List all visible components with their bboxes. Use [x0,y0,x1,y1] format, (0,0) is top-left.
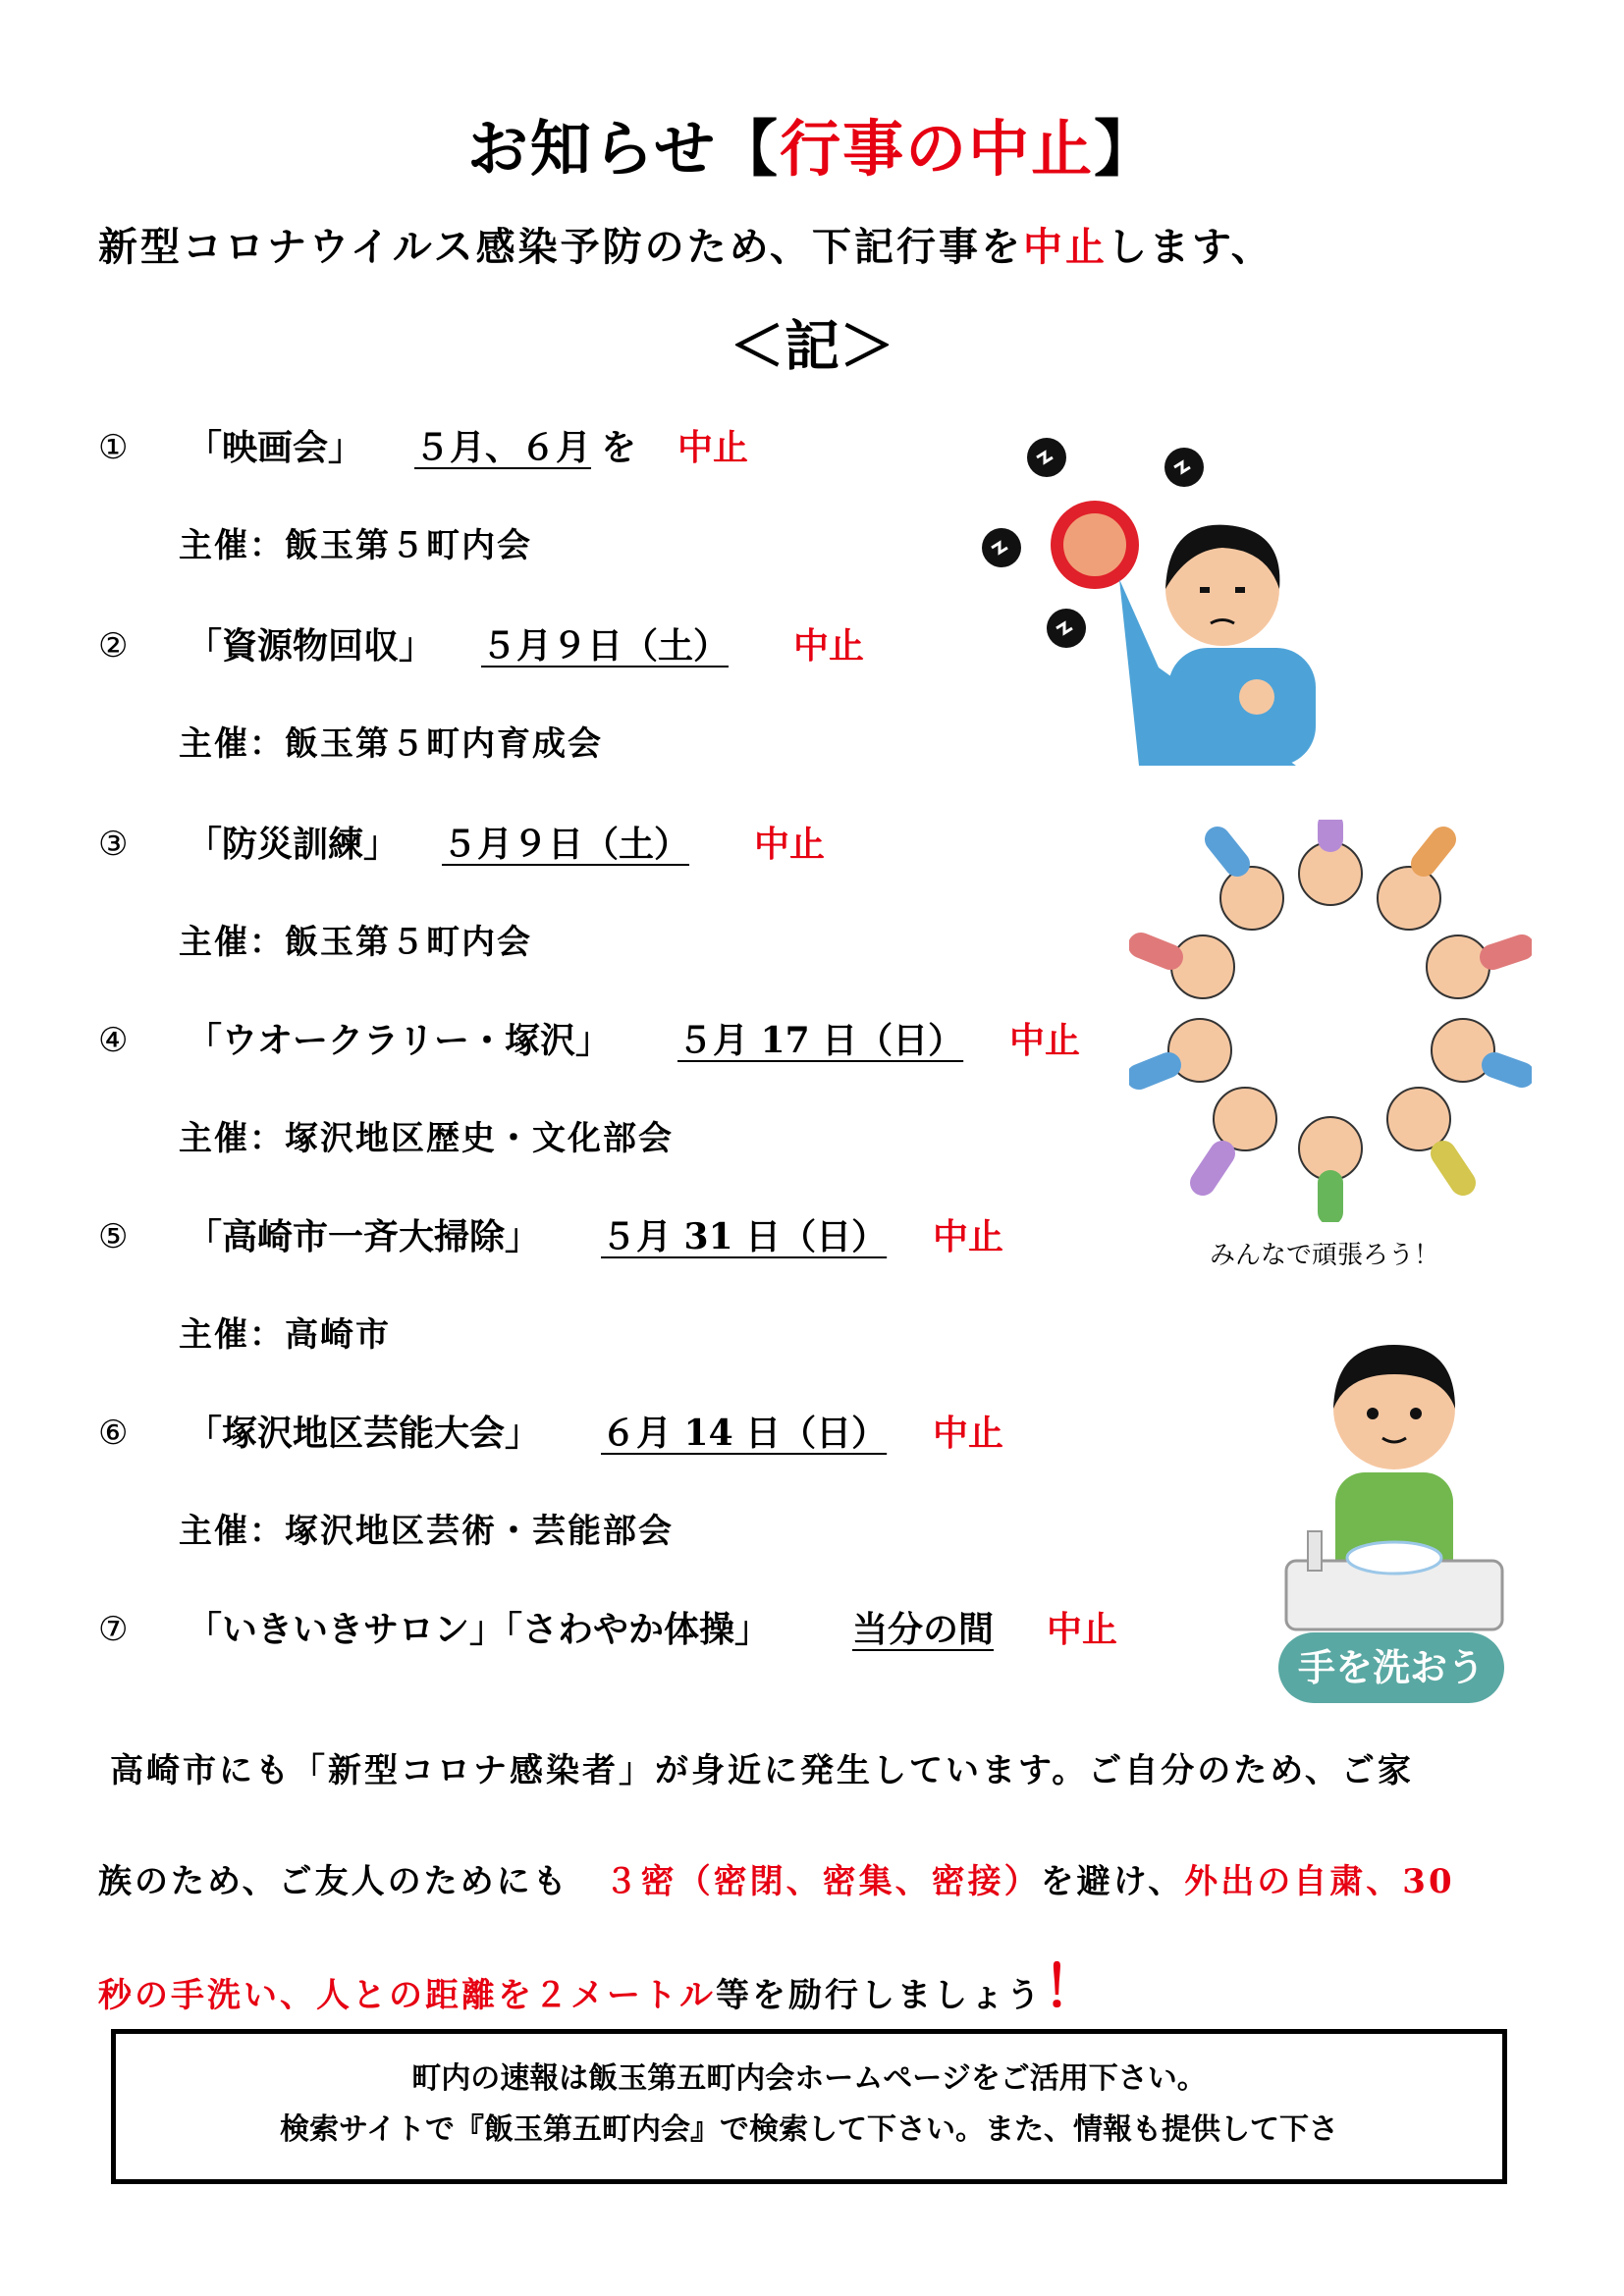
handwash-label: 手を洗おう [1278,1632,1504,1703]
event-organizer-5: 主催：高崎市 [179,1315,391,1355]
intro-text [98,218,1273,277]
event-organizer-1: 主催：飯玉第５町内会 [179,526,532,565]
event-status: 中止 [1047,1609,1118,1650]
angry-man-icon [972,422,1326,766]
event-row-2 [98,618,884,673]
event-number: ⑤ [98,1217,129,1256]
title-bracket-close: 】 [1094,113,1158,185]
event-date: ６月 14 日（日） [601,1413,888,1454]
event-row-1 [98,420,884,475]
intro-after: します、 [1108,224,1273,270]
angry-man-illustration [972,422,1326,766]
event-status: 中止 [754,824,826,865]
event-number: ① [98,428,129,467]
paragraph-line-2 [98,1854,1455,1909]
event-status: 中止 [1009,1020,1081,1061]
event-organizer-3: 主催：飯玉第５町内会 [179,923,532,962]
event-date: ５月 31 日（日） [601,1216,888,1257]
event-row-5 [98,1209,1080,1264]
intro-highlight: 中止 [1023,224,1108,270]
event-status: 中止 [677,427,749,468]
event-number: ③ [98,825,129,864]
event-number: ⑥ [98,1414,129,1453]
intro-before: 新型コロナウイルス感染予防のため、下記行事を [98,224,1023,270]
paragraph-line-3 [98,1953,1104,2023]
event-number: ② [98,626,129,666]
paragraph-text: 等を励行しましょう [716,1976,1043,2015]
event-status: 中止 [933,1216,1004,1257]
exclamation-mark: ！ [1043,1953,1104,2020]
event-row-3 [98,817,884,872]
paragraph-text: を避け、 [1040,1862,1185,1901]
event-organizer-6: 主催：塚沢地区芸術・芸能部会 [179,1512,674,1551]
event-status: 中止 [933,1413,1004,1454]
paragraph-line-1: 高崎市にも「新型コロナ感染者」が身近に発生しています。ご自分のため、ご家 [110,1751,1414,1790]
event-status: 中止 [793,625,865,667]
event-name: 「防災訓練」 [187,824,400,865]
illustration-caption: みんなで頑張ろう！ [1210,1241,1440,1270]
notice-line-1: 町内の速報は飯玉第五町内会ホームページをご活用下さい。 [411,2061,1207,2096]
event-row-4 [98,1013,1129,1068]
page-title [0,110,1624,188]
event-date: ５月、６月 [414,427,592,468]
handwash-illustration [1267,1330,1522,1708]
paragraph-highlight: 外出の自粛、30 [1184,1862,1455,1901]
people-circle-illustration [1129,820,1532,1222]
event-date-suffix: を [601,427,637,468]
event-date: ５月 17 日（日） [677,1020,964,1061]
title-prefix: お知らせ [466,113,718,185]
notice-line-2: 検索サイトで『飯玉第五町内会』で検索して下さい。また、情報も提供して下さ [280,2112,1338,2147]
event-number: ④ [98,1021,129,1060]
event-row-6 [98,1406,1080,1461]
handwash-icon [1267,1330,1522,1634]
event-date: 当分の間 [852,1609,995,1650]
people-circle-icon [1129,820,1532,1222]
event-organizer-4: 主催：塚沢地区歴史・文化部会 [179,1119,674,1158]
paragraph-highlight: 秒の手洗い、人との距離を２メートル [98,1976,716,2015]
paragraph-highlight: ３密（密閉、密集、密接） [604,1862,1041,1901]
event-organizer-2: 主催：飯玉第５町内育成会 [179,724,603,764]
title-bracket-open: 【 [717,113,781,185]
event-number: ⑦ [98,1610,129,1649]
event-date: ５月９日（土） [442,824,690,865]
notice-box [111,2029,1507,2184]
event-name: 「資源物回収」 [187,625,435,667]
event-row-7 [98,1602,1178,1657]
event-name: 「塚沢地区芸能大会」 [187,1413,541,1454]
event-name: 「ウオークラリー・塚沢」 [187,1020,612,1061]
title-highlight: 行事の中止 [780,113,1095,185]
event-name: 「高崎市一斉大掃除」 [187,1216,541,1257]
paragraph-text: 族のため、ご友人のためにも [98,1862,569,1901]
event-name: 「映画会」 [187,427,364,468]
ki-heading: ＜記＞ [730,314,894,379]
event-date: ５月９日（土） [481,625,730,667]
event-name: 「いきいきサロン」「さわやか体操」 [187,1609,771,1650]
